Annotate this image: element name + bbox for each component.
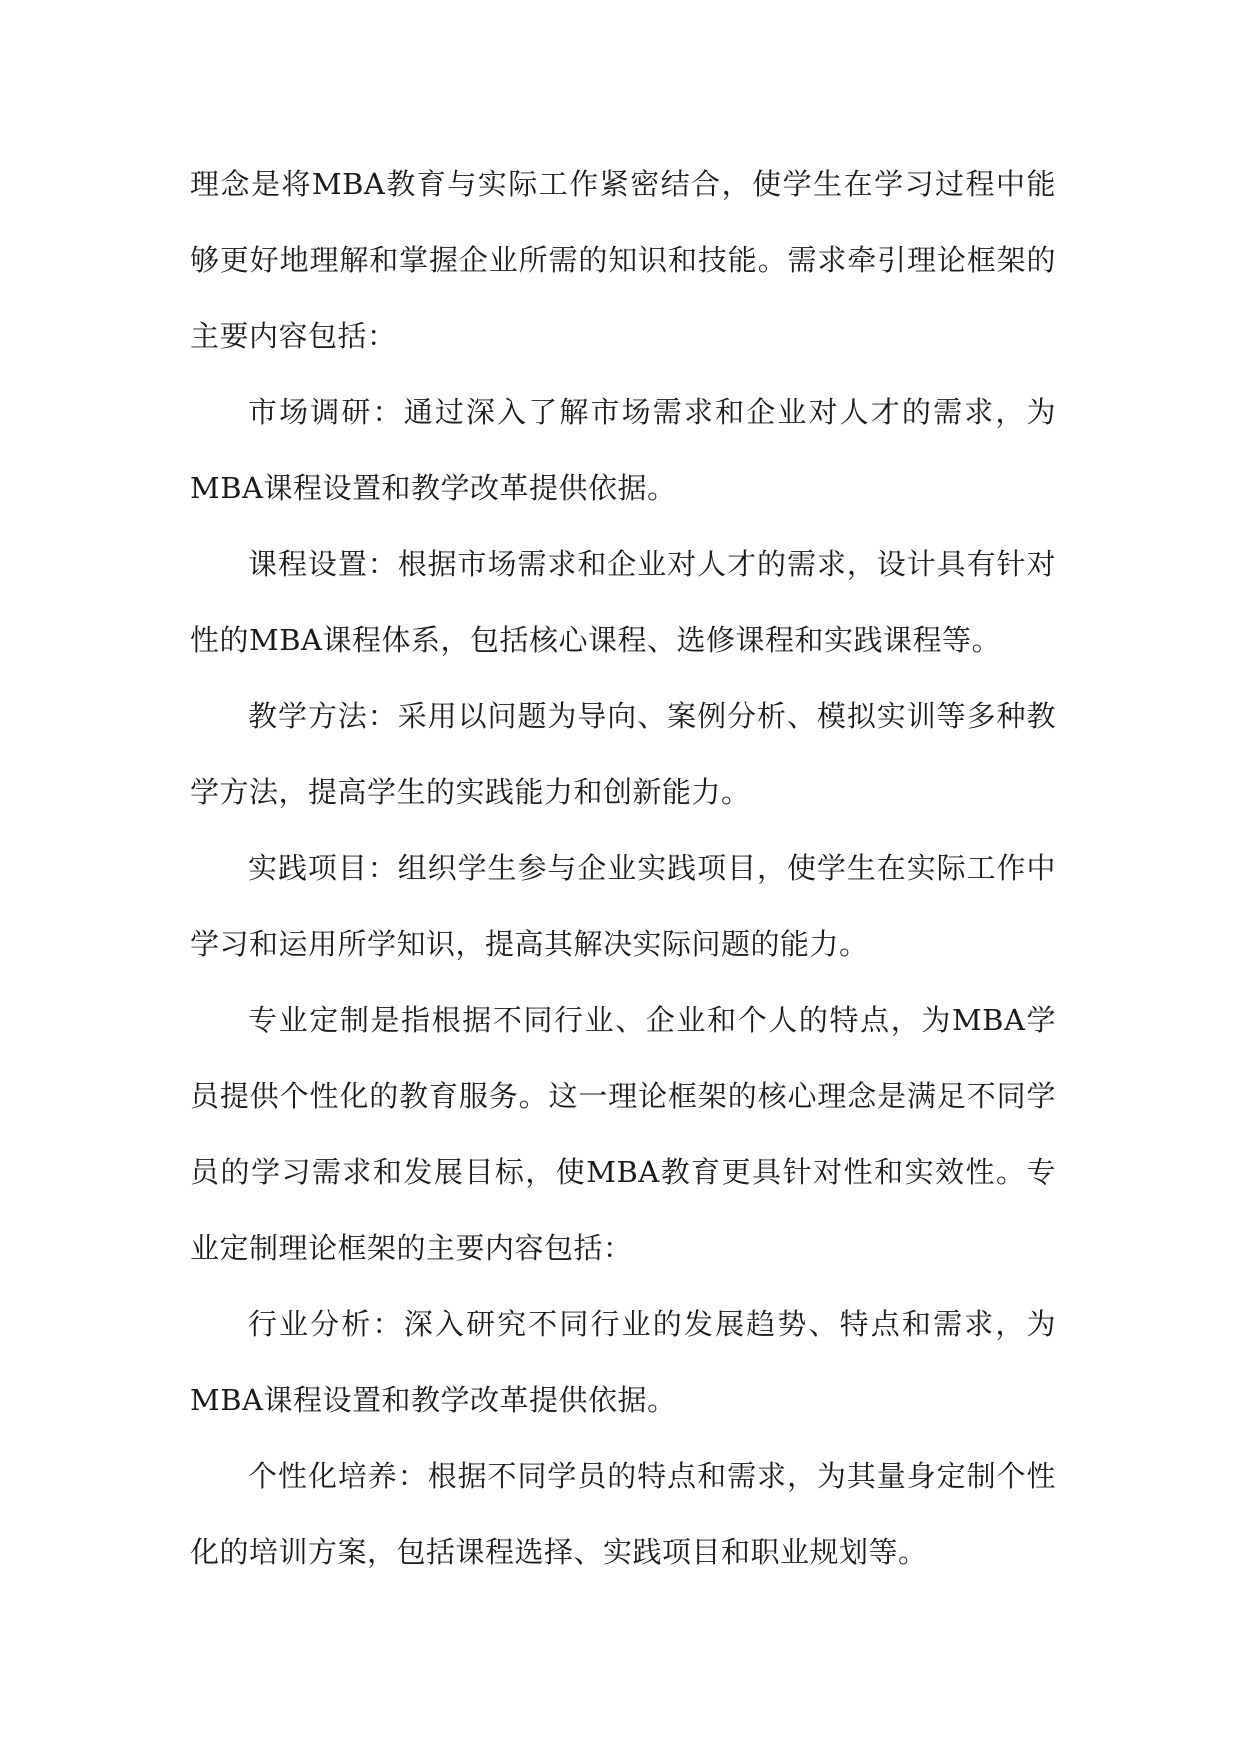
paragraph-2: 市场调研：通过深入了解市场需求和企业对人才的需求，为MBA课程设置和教学改革提供依据。	[190, 395, 1056, 505]
paragraph-1: 理念是将MBA教育与实际工作紧密结合，使学生在学习过程中能够更好地理解和掌握企业所需的知识和技能。需求牵引理论框架的主要内容包括：	[190, 167, 1056, 353]
paragraph-7: 行业分析：深入研究不同行业的发展趋势、特点和需求，为MBA课程设置和教学改革提供依据。	[190, 1307, 1056, 1417]
paragraph-4: 教学方法：采用以问题为导向、案例分析、模拟实训等多种教学方法，提高学生的实践能力和创新能力。	[190, 699, 1056, 809]
paragraph-5: 实践项目：组织学生参与企业实践项目，使学生在实际工作中学习和运用所学知识，提高其解决实际问题的能力。	[190, 851, 1056, 961]
paragraph-3: 课程设置：根据市场需求和企业对人才的需求，设计具有针对性的MBA课程体系，包括核心课程、选修课程和实践课程等。	[190, 547, 1056, 657]
paragraph-8: 个性化培养：根据不同学员的特点和需求，为其量身定制个性化的培训方案，包括课程选择、实践项目和职业规划等。	[190, 1459, 1056, 1569]
document-body	[190, 146, 1056, 1590]
paragraph-6: 专业定制是指根据不同行业、企业和个人的特点，为MBA学员提供个性化的教育服务。这一理论框架的核心理念是满足不同学员的学习需求和发展目标，使MBA教育更具针对性和实效性。专业定制理论框架的主要内容包括：	[190, 1003, 1056, 1265]
